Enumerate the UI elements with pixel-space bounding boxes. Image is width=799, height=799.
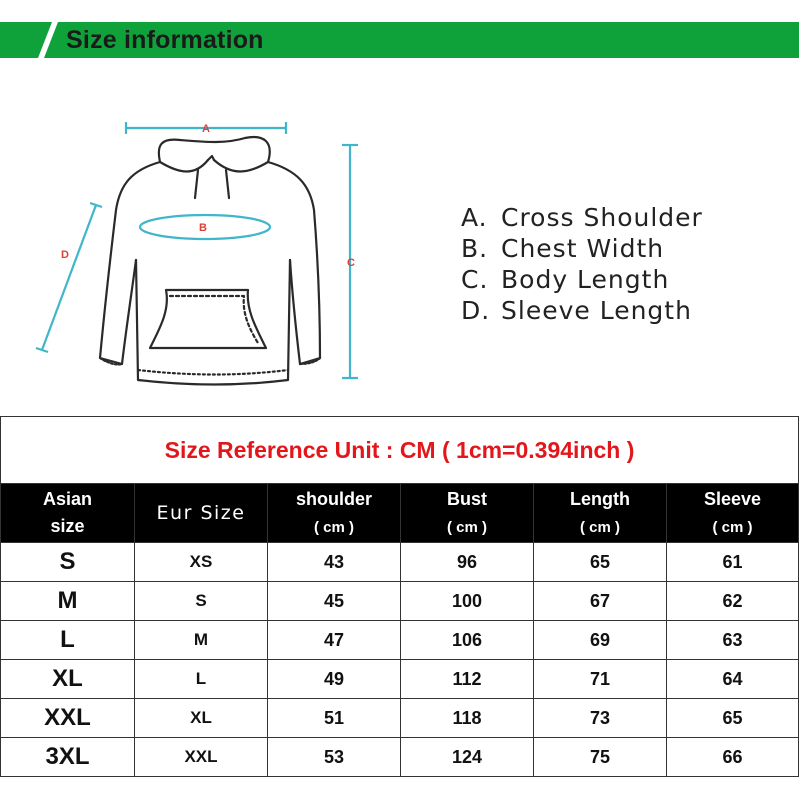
cell-length: 67: [534, 582, 667, 621]
legend-text: Sleeve Length: [501, 296, 692, 325]
label-c: C: [347, 257, 355, 269]
cell-sleeve: 65: [667, 699, 799, 738]
cell-asian-size: M: [1, 582, 135, 621]
legend-item: [461, 202, 703, 233]
cell-eur-size: XL: [135, 699, 268, 738]
cell-length: 65: [534, 543, 667, 582]
cell-bust: 100: [401, 582, 534, 621]
table-row: [1, 543, 799, 582]
cell-sleeve: 62: [667, 582, 799, 621]
hoodie-diagram: [20, 100, 420, 400]
cell-eur-size: L: [135, 660, 268, 699]
label-b: B: [199, 222, 207, 234]
cell-eur-size: XS: [135, 543, 268, 582]
legend-text: Body Length: [501, 265, 670, 294]
cell-length: 75: [534, 738, 667, 777]
cell-shoulder: 49: [268, 660, 401, 699]
legend-key: C.: [461, 265, 489, 294]
size-table: [0, 416, 799, 777]
header-asian-size: Asian size: [1, 484, 135, 543]
table-title: Size Reference Unit : CM ( 1cm=0.394inch ): [1, 417, 799, 484]
cell-bust: 124: [401, 738, 534, 777]
legend-item: [461, 295, 703, 326]
cell-shoulder: 47: [268, 621, 401, 660]
page-title: Size information: [66, 26, 264, 54]
measurement-legend: [461, 202, 703, 326]
label-d: D: [61, 249, 69, 261]
cell-bust: 118: [401, 699, 534, 738]
cell-bust: 96: [401, 543, 534, 582]
table-row: [1, 582, 799, 621]
cell-shoulder: 51: [268, 699, 401, 738]
legend-key: B.: [461, 234, 489, 263]
cell-eur-size: XXL: [135, 738, 268, 777]
cell-sleeve: 63: [667, 621, 799, 660]
label-a: A: [202, 123, 210, 135]
header-sleeve: Sleeve ( cm ): [667, 484, 799, 543]
hoodie-illustration: [20, 100, 420, 400]
cell-length: 73: [534, 699, 667, 738]
cell-sleeve: 61: [667, 543, 799, 582]
legend-text: Cross Shoulder: [501, 203, 703, 232]
table-header-row: [1, 484, 799, 543]
cell-eur-size: M: [135, 621, 268, 660]
legend-key: D.: [461, 296, 491, 325]
header-banner: [0, 22, 799, 58]
legend-text: Chest Width: [501, 234, 665, 263]
table-row: [1, 660, 799, 699]
header-bust: Bust ( cm ): [401, 484, 534, 543]
header-length: Length ( cm ): [534, 484, 667, 543]
header-eur-size: Eur Size: [135, 484, 268, 543]
cell-sleeve: 64: [667, 660, 799, 699]
legend-item: [461, 264, 703, 295]
cell-length: 69: [534, 621, 667, 660]
cell-shoulder: 45: [268, 582, 401, 621]
cell-sleeve: 66: [667, 738, 799, 777]
cell-shoulder: 53: [268, 738, 401, 777]
table-row: [1, 738, 799, 777]
legend-key: A.: [461, 203, 488, 232]
table-row: [1, 699, 799, 738]
header-shoulder: shoulder ( cm ): [268, 484, 401, 543]
cell-asian-size: XL: [1, 660, 135, 699]
legend-item: [461, 233, 703, 264]
cell-bust: 106: [401, 621, 534, 660]
cell-eur-size: S: [135, 582, 268, 621]
table-row: [1, 621, 799, 660]
cell-asian-size: S: [1, 543, 135, 582]
cell-asian-size: L: [1, 621, 135, 660]
cell-asian-size: 3XL: [1, 738, 135, 777]
cell-length: 71: [534, 660, 667, 699]
cell-shoulder: 43: [268, 543, 401, 582]
cell-bust: 112: [401, 660, 534, 699]
cell-asian-size: XXL: [1, 699, 135, 738]
